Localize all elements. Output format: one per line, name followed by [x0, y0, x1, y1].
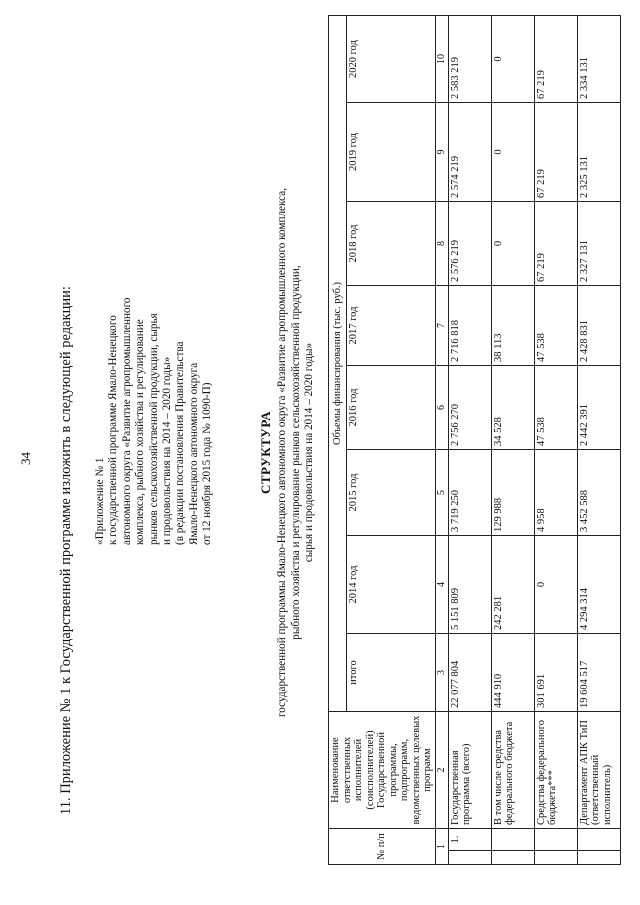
header-row: [329, 16, 347, 865]
cell-value: 2 576 219: [448, 202, 491, 286]
col-header-group: Объемы финансирования (тыс. руб.): [329, 16, 347, 712]
cell-value: 129 988: [491, 450, 534, 536]
title-block: [258, 0, 317, 905]
col-header-year: 2016 год: [347, 366, 435, 450]
column-number: 10: [435, 16, 448, 103]
table-row: [577, 16, 620, 865]
col-header-year: итого: [347, 634, 435, 712]
row-number: [491, 829, 534, 851]
cell-value: 4 958: [534, 450, 577, 536]
col-header-year: 2017 год: [347, 286, 435, 366]
row-name: Средства федерального бюджета***: [534, 712, 577, 829]
cell-value: 0: [491, 16, 534, 103]
col-header-no: № п/п: [329, 829, 436, 865]
col-header-year: 2019 год: [347, 103, 435, 202]
subtitle-line: государственной программы Ямало-Ненецкого автономного округа «Развитие агропромышленного комплекса,: [276, 187, 288, 718]
document-subtitle: [276, 0, 317, 905]
col-header-name: Наименование ответственных исполнителей (соисполнителей) Государственной программы, подпрограмм, ведомственных целевых программ: [329, 712, 436, 829]
cell-value: 242 281: [491, 536, 534, 634]
column-number: 4: [435, 536, 448, 634]
table-row: [448, 16, 491, 865]
row-name: Департамент АПК ТиП (ответственный исполнитель): [577, 712, 620, 829]
cell-value: 0: [491, 202, 534, 286]
document-title: СТРУКТУРА: [258, 410, 273, 495]
cell-value: 0: [534, 536, 577, 634]
appendix-line: рынков сельскохозяйственной продукции, сырья: [147, 313, 160, 545]
column-number: 2: [435, 712, 448, 829]
row-spacer: [491, 851, 534, 865]
subtitle-line: рыбного хозяйства и регулирование рынков сельскохозяйственной продукции,: [289, 265, 302, 640]
cell-value: 19 604 517: [577, 634, 620, 712]
cell-value: 5 151 809: [448, 536, 491, 634]
column-number: 1: [435, 829, 448, 865]
appendix-line: и продовольствия на 2014 – 2020 годы»: [161, 356, 174, 545]
column-number: 9: [435, 103, 448, 202]
column-number-row: [435, 16, 448, 865]
cell-value: 22 077 804: [448, 634, 491, 712]
column-number: 3: [435, 634, 448, 712]
row-spacer: [577, 851, 620, 865]
cell-value: 2 428 831: [577, 286, 620, 366]
col-header-year: 2015 год: [347, 450, 435, 536]
cell-value: 3 719 250: [448, 450, 491, 536]
row-name: Государственная программа (всего): [448, 712, 491, 829]
cell-value: 2 756 270: [448, 366, 491, 450]
cell-value: 444 910: [491, 634, 534, 712]
appendix-line: (в редакции постановления Правительства: [174, 341, 187, 545]
structure-table: [328, 15, 621, 865]
cell-value: 3 452 588: [577, 450, 620, 536]
row-spacer: [534, 851, 577, 865]
column-number: 6: [435, 366, 448, 450]
row-spacer: [448, 851, 491, 865]
column-number: 7: [435, 286, 448, 366]
col-header-year: 2014 год: [347, 536, 435, 634]
col-header-year: 2020 год: [347, 16, 435, 103]
row-number: [577, 829, 620, 851]
cell-value: 4 294 314: [577, 536, 620, 634]
cell-value: 2 583 219: [448, 16, 491, 103]
cell-value: 301 691: [534, 634, 577, 712]
col-header-year: 2018 год: [347, 202, 435, 286]
row-name: В том числе средства федерального бюджета: [491, 712, 534, 829]
cell-value: 67 219: [534, 103, 577, 202]
appendix-line: автономного округа «Развитие агропромышленного: [120, 297, 133, 545]
cell-value: 2 716 818: [448, 286, 491, 366]
appendix-note: [94, 298, 215, 546]
cell-value: 2 442 391: [577, 366, 620, 450]
cell-value: 2 327 131: [577, 202, 620, 286]
cell-value: 67 219: [534, 202, 577, 286]
intro-line: 11. Приложение № 1 к Государственной программе изложить в следующей редакции:: [58, 286, 74, 815]
appendix-line: «Приложение № 1: [94, 457, 106, 545]
table-row: [534, 16, 577, 865]
subtitle-line: сырья и продовольствия на 2014 – 2020 годы»: [303, 342, 315, 563]
appendix-line: Ямало-Ненецкого автономного округа: [187, 362, 200, 545]
table-row: [491, 16, 534, 865]
row-number: 1.: [448, 829, 491, 851]
cell-value: 2 574 219: [448, 103, 491, 202]
cell-value: 67 219: [534, 16, 577, 103]
cell-value: 0: [491, 103, 534, 202]
cell-value: 47 538: [534, 286, 577, 366]
page-number: 34: [18, 452, 33, 465]
appendix-line: комплекса, рыбного хозяйства и регулирование: [134, 319, 147, 545]
cell-value: 47 538: [534, 366, 577, 450]
row-number: [534, 829, 577, 851]
column-number: 8: [435, 202, 448, 286]
cell-value: 38 113: [491, 286, 534, 366]
column-number: 5: [435, 450, 448, 536]
cell-value: 34 528: [491, 366, 534, 450]
appendix-line: от 12 ноября 2015 года № 1090-П): [201, 382, 214, 545]
cell-value: 2 334 131: [577, 16, 620, 103]
appendix-line: к государственной программе Ямало-Ненецкого: [107, 315, 120, 545]
cell-value: 2 325 131: [577, 103, 620, 202]
